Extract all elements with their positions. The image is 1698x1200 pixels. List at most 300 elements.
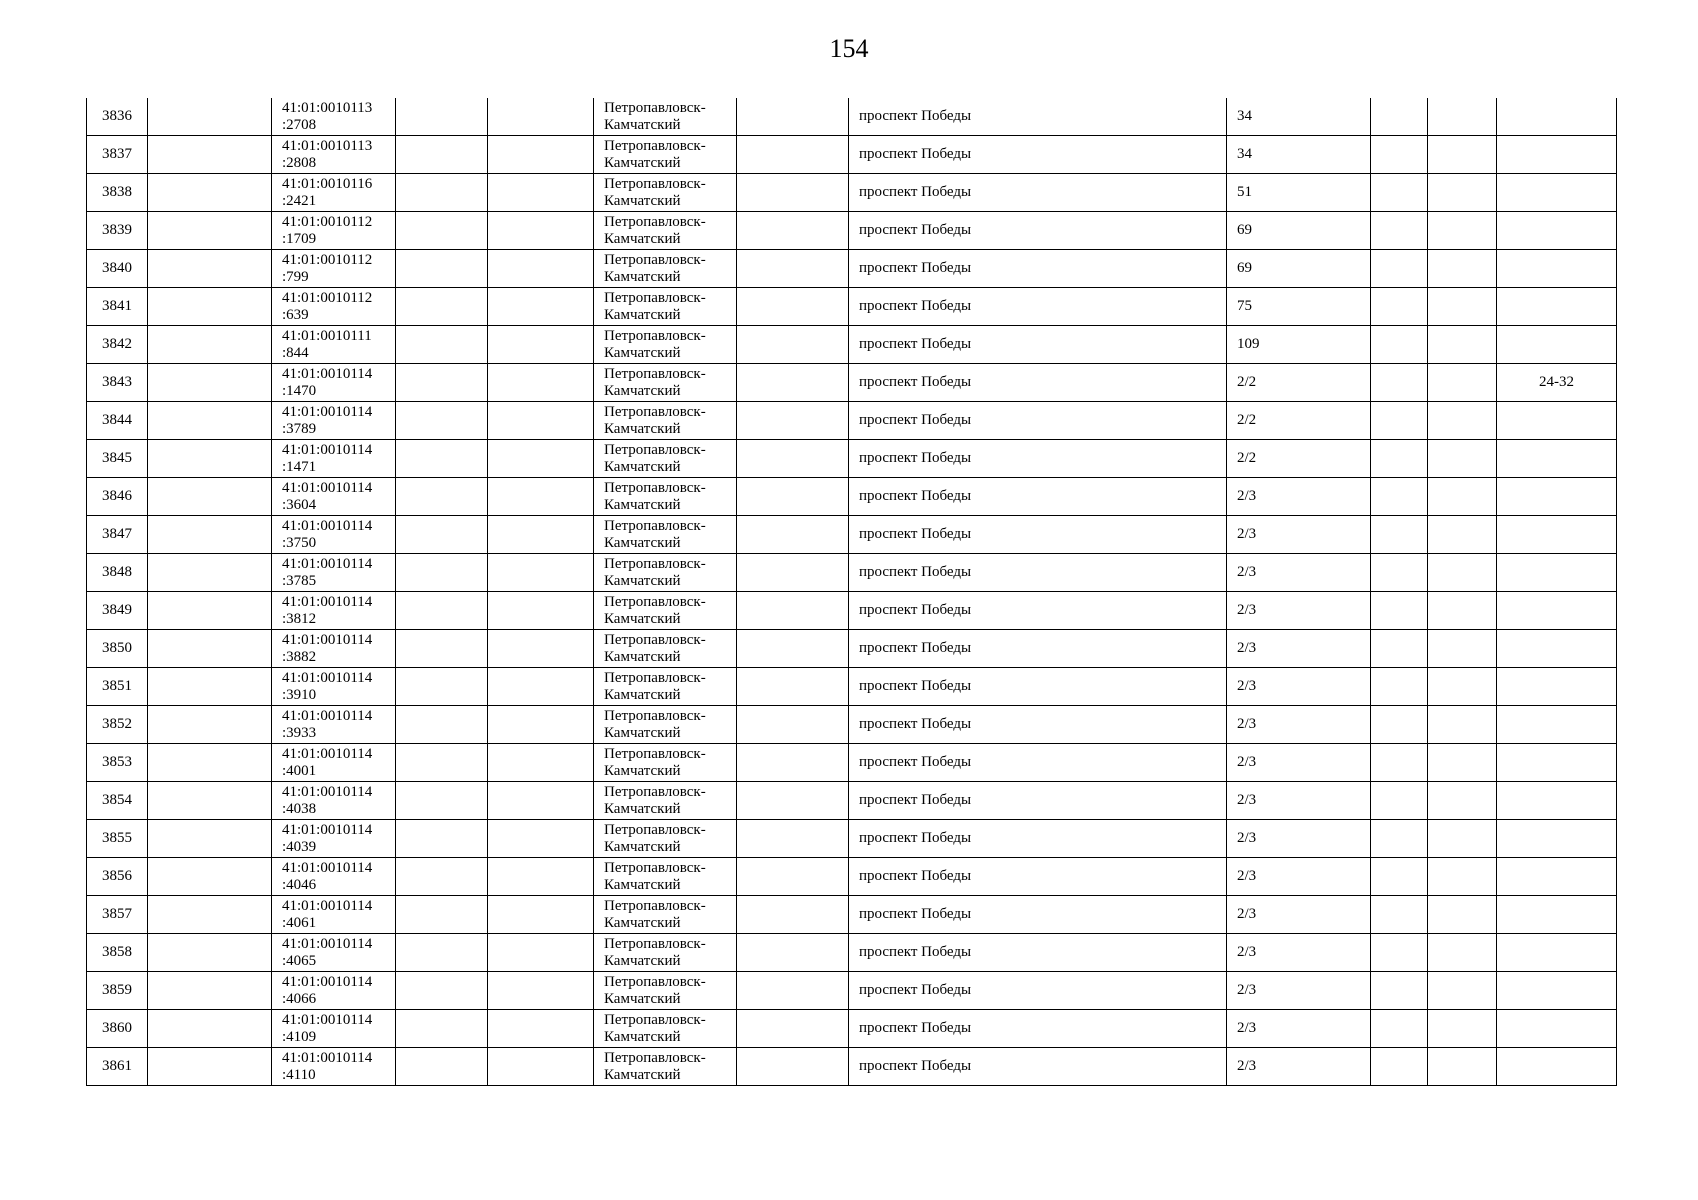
- street-cell: проспект Победы: [849, 858, 1227, 896]
- cadastral-number-cell: [272, 630, 396, 668]
- apartment-cell: [1497, 896, 1617, 934]
- city-cell: [594, 136, 737, 174]
- city-line1: Петропавловск-: [604, 175, 706, 192]
- empty-cell: [737, 440, 849, 478]
- city-line2: Камчатский: [604, 230, 681, 247]
- cadastral-number-part2: :1471: [282, 458, 317, 475]
- table-row: [87, 896, 1617, 934]
- empty-cell: [396, 1010, 488, 1048]
- empty-cell: [148, 1048, 272, 1086]
- cadastral-number-part2: :2421: [282, 192, 317, 209]
- house-number-cell: 2/3: [1227, 1010, 1371, 1048]
- apartment-cell: [1497, 630, 1617, 668]
- empty-cell: [396, 478, 488, 516]
- cadastral-number-cell: [272, 972, 396, 1010]
- cadastral-number-part2: :799: [282, 268, 309, 285]
- house-number-cell: 34: [1227, 98, 1371, 136]
- street-cell: проспект Победы: [849, 1048, 1227, 1086]
- cadastral-number-part1: 41:01:0010114: [282, 517, 373, 534]
- empty-cell: [1428, 212, 1497, 250]
- empty-cell: [1371, 250, 1428, 288]
- city-line1: Петропавловск-: [604, 517, 706, 534]
- empty-cell: [1371, 896, 1428, 934]
- apartment-cell: [1497, 782, 1617, 820]
- city-line2: Камчатский: [604, 686, 681, 703]
- cadastral-number-part2: :3882: [282, 648, 317, 665]
- empty-cell: [488, 250, 594, 288]
- table-row: [87, 782, 1617, 820]
- row-number-cell: 3843: [87, 364, 148, 402]
- house-number-cell: 2/3: [1227, 934, 1371, 972]
- table-row: [87, 972, 1617, 1010]
- empty-cell: [1428, 98, 1497, 136]
- house-number-cell: 2/3: [1227, 554, 1371, 592]
- empty-cell: [396, 250, 488, 288]
- city-line2: Камчатский: [604, 648, 681, 665]
- empty-cell: [148, 516, 272, 554]
- cadastral-number-cell: [272, 478, 396, 516]
- apartment-cell: [1497, 744, 1617, 782]
- empty-cell: [1428, 250, 1497, 288]
- empty-cell: [396, 212, 488, 250]
- city-cell: [594, 896, 737, 934]
- cadastral-number-part2: :3785: [282, 572, 317, 589]
- street-cell: проспект Победы: [849, 592, 1227, 630]
- cadastral-number-part1: 41:01:0010114: [282, 1049, 373, 1066]
- empty-cell: [1428, 1010, 1497, 1048]
- empty-cell: [148, 744, 272, 782]
- apartment-cell: [1497, 592, 1617, 630]
- cadastral-number-part2: :4110: [282, 1066, 316, 1083]
- empty-cell: [396, 98, 488, 136]
- street-cell: проспект Победы: [849, 934, 1227, 972]
- city-line1: Петропавловск-: [604, 99, 706, 116]
- empty-cell: [396, 782, 488, 820]
- empty-cell: [1428, 288, 1497, 326]
- house-number-cell: 109: [1227, 326, 1371, 364]
- empty-cell: [1371, 706, 1428, 744]
- street-cell: проспект Победы: [849, 98, 1227, 136]
- cadastral-number-part2: :639: [282, 306, 309, 323]
- house-number-cell: 2/3: [1227, 706, 1371, 744]
- empty-cell: [737, 98, 849, 136]
- city-line2: Камчатский: [604, 268, 681, 285]
- apartment-cell: [1497, 554, 1617, 592]
- table-row: [87, 402, 1617, 440]
- cadastral-number-part1: 41:01:0010114: [282, 859, 373, 876]
- cadastral-number-cell: [272, 858, 396, 896]
- house-number-cell: 51: [1227, 174, 1371, 212]
- city-line2: Камчатский: [604, 420, 681, 437]
- row-number-cell: 3857: [87, 896, 148, 934]
- empty-cell: [1428, 402, 1497, 440]
- empty-cell: [1371, 630, 1428, 668]
- cadastral-number-part2: :4039: [282, 838, 317, 855]
- city-line1: Петропавловск-: [604, 897, 706, 914]
- city-line2: Камчатский: [604, 382, 681, 399]
- empty-cell: [488, 668, 594, 706]
- row-number-cell: 3839: [87, 212, 148, 250]
- table-row: [87, 858, 1617, 896]
- table-body: [87, 98, 1617, 1086]
- city-cell: [594, 820, 737, 858]
- cadastral-number-part2: :4109: [282, 1028, 317, 1045]
- row-number-cell: 3853: [87, 744, 148, 782]
- empty-cell: [148, 554, 272, 592]
- empty-cell: [1371, 554, 1428, 592]
- empty-cell: [396, 896, 488, 934]
- empty-cell: [488, 288, 594, 326]
- cadastral-number-cell: [272, 326, 396, 364]
- cadastral-number-part2: :4038: [282, 800, 317, 817]
- cadastral-number-cell: [272, 136, 396, 174]
- apartment-cell: [1497, 478, 1617, 516]
- empty-cell: [148, 972, 272, 1010]
- city-line1: Петропавловск-: [604, 821, 706, 838]
- house-number-cell: 2/3: [1227, 478, 1371, 516]
- city-cell: [594, 250, 737, 288]
- city-cell: [594, 516, 737, 554]
- city-cell: [594, 706, 737, 744]
- empty-cell: [396, 592, 488, 630]
- row-number-cell: 3859: [87, 972, 148, 1010]
- empty-cell: [488, 516, 594, 554]
- house-number-cell: 2/2: [1227, 402, 1371, 440]
- city-line1: Петропавловск-: [604, 707, 706, 724]
- empty-cell: [488, 858, 594, 896]
- empty-cell: [488, 782, 594, 820]
- empty-cell: [737, 820, 849, 858]
- empty-cell: [1371, 212, 1428, 250]
- cadastral-number-part2: :844: [282, 344, 309, 361]
- street-cell: проспект Победы: [849, 212, 1227, 250]
- empty-cell: [737, 782, 849, 820]
- empty-cell: [396, 858, 488, 896]
- empty-cell: [1428, 1048, 1497, 1086]
- apartment-cell: [1497, 1048, 1617, 1086]
- empty-cell: [148, 478, 272, 516]
- empty-cell: [1428, 858, 1497, 896]
- street-cell: проспект Победы: [849, 744, 1227, 782]
- empty-cell: [737, 516, 849, 554]
- city-cell: [594, 630, 737, 668]
- empty-cell: [148, 288, 272, 326]
- table-row: [87, 326, 1617, 364]
- empty-cell: [488, 402, 594, 440]
- cadastral-number-cell: [272, 934, 396, 972]
- empty-cell: [737, 212, 849, 250]
- row-number-cell: 3846: [87, 478, 148, 516]
- city-line2: Камчатский: [604, 762, 681, 779]
- house-number-cell: 2/2: [1227, 364, 1371, 402]
- empty-cell: [396, 440, 488, 478]
- apartment-cell: [1497, 136, 1617, 174]
- cadastral-number-cell: [272, 212, 396, 250]
- empty-cell: [737, 136, 849, 174]
- empty-cell: [1428, 364, 1497, 402]
- house-number-cell: 2/3: [1227, 820, 1371, 858]
- row-number-cell: 3860: [87, 1010, 148, 1048]
- city-line2: Камчатский: [604, 458, 681, 475]
- street-cell: проспект Победы: [849, 478, 1227, 516]
- city-cell: [594, 972, 737, 1010]
- empty-cell: [1428, 896, 1497, 934]
- street-cell: проспект Победы: [849, 288, 1227, 326]
- city-line1: Петропавловск-: [604, 479, 706, 496]
- city-line2: Камчатский: [604, 572, 681, 589]
- table-row: [87, 98, 1617, 136]
- city-line1: Петропавловск-: [604, 859, 706, 876]
- empty-cell: [1428, 440, 1497, 478]
- cadastral-number-part2: :3910: [282, 686, 317, 703]
- city-line1: Петропавловск-: [604, 783, 706, 800]
- apartment-cell: [1497, 1010, 1617, 1048]
- city-line1: Петропавловск-: [604, 251, 706, 268]
- empty-cell: [737, 972, 849, 1010]
- empty-cell: [1428, 820, 1497, 858]
- empty-cell: [737, 1048, 849, 1086]
- row-number-cell: 3851: [87, 668, 148, 706]
- empty-cell: [1371, 136, 1428, 174]
- empty-cell: [488, 1048, 594, 1086]
- empty-cell: [396, 402, 488, 440]
- empty-cell: [1428, 934, 1497, 972]
- cadastral-number-part1: 41:01:0010116: [282, 175, 373, 192]
- apartment-cell: [1497, 668, 1617, 706]
- city-line2: Камчатский: [604, 724, 681, 741]
- empty-cell: [396, 630, 488, 668]
- empty-cell: [737, 668, 849, 706]
- cadastral-number-cell: [272, 820, 396, 858]
- apartment-cell: [1497, 858, 1617, 896]
- city-line2: Камчатский: [604, 1028, 681, 1045]
- empty-cell: [488, 1010, 594, 1048]
- apartment-cell: [1497, 972, 1617, 1010]
- row-number-cell: 3845: [87, 440, 148, 478]
- city-cell: [594, 326, 737, 364]
- empty-cell: [1428, 136, 1497, 174]
- house-number-cell: 75: [1227, 288, 1371, 326]
- empty-cell: [396, 516, 488, 554]
- table-row: [87, 706, 1617, 744]
- city-cell: [594, 288, 737, 326]
- row-number-cell: 3849: [87, 592, 148, 630]
- row-number-cell: 3852: [87, 706, 148, 744]
- empty-cell: [148, 440, 272, 478]
- empty-cell: [396, 136, 488, 174]
- table-row: [87, 288, 1617, 326]
- empty-cell: [148, 250, 272, 288]
- empty-cell: [1371, 288, 1428, 326]
- cadastral-number-part2: :3750: [282, 534, 317, 551]
- cadastral-number-part2: :3789: [282, 420, 317, 437]
- street-cell: проспект Победы: [849, 174, 1227, 212]
- empty-cell: [148, 326, 272, 364]
- house-number-cell: 2/2: [1227, 440, 1371, 478]
- cadastral-number-part1: 41:01:0010114: [282, 403, 373, 420]
- cadastral-number-cell: [272, 706, 396, 744]
- apartment-cell: [1497, 174, 1617, 212]
- table-row: [87, 668, 1617, 706]
- table-row: [87, 136, 1617, 174]
- cadastral-number-part2: :4065: [282, 952, 317, 969]
- cadastral-number-cell: [272, 250, 396, 288]
- city-cell: [594, 592, 737, 630]
- cadastral-number-cell: [272, 782, 396, 820]
- table-row: [87, 516, 1617, 554]
- empty-cell: [148, 630, 272, 668]
- apartment-cell: [1497, 516, 1617, 554]
- empty-cell: [396, 668, 488, 706]
- cadastral-number-cell: [272, 896, 396, 934]
- page-number: 154: [829, 34, 869, 63]
- cadastral-number-part1: 41:01:0010114: [282, 1011, 373, 1028]
- empty-cell: [148, 1010, 272, 1048]
- city-line2: Камчатский: [604, 990, 681, 1007]
- empty-cell: [737, 1010, 849, 1048]
- table-row: [87, 1010, 1617, 1048]
- empty-cell: [737, 896, 849, 934]
- empty-cell: [737, 326, 849, 364]
- empty-cell: [396, 174, 488, 212]
- cadastral-number-cell: [272, 1010, 396, 1048]
- house-number-cell: 34: [1227, 136, 1371, 174]
- cadastral-number-part1: 41:01:0010114: [282, 479, 373, 496]
- cadastral-number-part2: :2808: [282, 154, 317, 171]
- row-number-cell: 3855: [87, 820, 148, 858]
- empty-cell: [488, 706, 594, 744]
- cadastral-number-part1: 41:01:0010114: [282, 935, 373, 952]
- street-cell: проспект Победы: [849, 972, 1227, 1010]
- cadastral-number-part2: :4066: [282, 990, 317, 1007]
- apartment-cell: [1497, 402, 1617, 440]
- city-line2: Камчатский: [604, 344, 681, 361]
- city-line1: Петропавловск-: [604, 1011, 706, 1028]
- city-cell: [594, 440, 737, 478]
- cadastral-number-part2: :3604: [282, 496, 317, 513]
- city-cell: [594, 1010, 737, 1048]
- city-line2: Камчатский: [604, 306, 681, 323]
- empty-cell: [148, 402, 272, 440]
- empty-cell: [1428, 972, 1497, 1010]
- row-number-cell: 3854: [87, 782, 148, 820]
- apartment-cell: [1497, 706, 1617, 744]
- cadastral-number-cell: [272, 174, 396, 212]
- city-cell: [594, 174, 737, 212]
- cadastral-number-part1: 41:01:0010114: [282, 631, 373, 648]
- table-row: [87, 440, 1617, 478]
- empty-cell: [1428, 516, 1497, 554]
- empty-cell: [1371, 1048, 1428, 1086]
- address-registry-table: [86, 98, 1617, 1086]
- row-number-cell: 3858: [87, 934, 148, 972]
- empty-cell: [1428, 782, 1497, 820]
- cadastral-number-cell: [272, 288, 396, 326]
- cadastral-number-cell: [272, 440, 396, 478]
- cadastral-number-part2: :4001: [282, 762, 317, 779]
- city-line1: Петропавловск-: [604, 669, 706, 686]
- table-row: [87, 212, 1617, 250]
- cadastral-number-part1: 41:01:0010114: [282, 593, 373, 610]
- table-row: [87, 478, 1617, 516]
- row-number-cell: 3856: [87, 858, 148, 896]
- cadastral-number-cell: [272, 744, 396, 782]
- house-number-cell: 2/3: [1227, 592, 1371, 630]
- house-number-cell: 2/3: [1227, 858, 1371, 896]
- table-row: [87, 592, 1617, 630]
- row-number-cell: 3841: [87, 288, 148, 326]
- empty-cell: [737, 744, 849, 782]
- street-cell: проспект Победы: [849, 896, 1227, 934]
- cadastral-number-part1: 41:01:0010114: [282, 365, 373, 382]
- table-row: [87, 1048, 1617, 1086]
- empty-cell: [396, 706, 488, 744]
- city-line1: Петропавловск-: [604, 289, 706, 306]
- city-line1: Петропавловск-: [604, 137, 706, 154]
- empty-cell: [396, 288, 488, 326]
- city-cell: [594, 858, 737, 896]
- empty-cell: [1371, 858, 1428, 896]
- city-line1: Петропавловск-: [604, 365, 706, 382]
- empty-cell: [1371, 592, 1428, 630]
- house-number-cell: 2/3: [1227, 1048, 1371, 1086]
- empty-cell: [737, 592, 849, 630]
- empty-cell: [737, 858, 849, 896]
- city-line2: Камчатский: [604, 800, 681, 817]
- city-cell: [594, 98, 737, 136]
- cadastral-number-part2: :3812: [282, 610, 317, 627]
- empty-cell: [148, 136, 272, 174]
- city-line1: Петропавловск-: [604, 745, 706, 762]
- cadastral-number-part1: 41:01:0010114: [282, 821, 373, 838]
- city-line1: Петропавловск-: [604, 973, 706, 990]
- empty-cell: [1371, 174, 1428, 212]
- city-line1: Петропавловск-: [604, 327, 706, 344]
- apartment-cell: [1497, 440, 1617, 478]
- empty-cell: [1371, 326, 1428, 364]
- empty-cell: [1371, 516, 1428, 554]
- house-number-cell: 2/3: [1227, 896, 1371, 934]
- empty-cell: [1428, 326, 1497, 364]
- empty-cell: [148, 98, 272, 136]
- empty-cell: [396, 934, 488, 972]
- city-line2: Камчатский: [604, 876, 681, 893]
- street-cell: проспект Победы: [849, 706, 1227, 744]
- empty-cell: [148, 212, 272, 250]
- empty-cell: [737, 364, 849, 402]
- city-cell: [594, 364, 737, 402]
- cadastral-number-part1: 41:01:0010114: [282, 973, 373, 990]
- cadastral-number-cell: [272, 592, 396, 630]
- empty-cell: [737, 402, 849, 440]
- empty-cell: [488, 98, 594, 136]
- row-number-cell: 3844: [87, 402, 148, 440]
- table-row: [87, 820, 1617, 858]
- empty-cell: [737, 934, 849, 972]
- empty-cell: [737, 288, 849, 326]
- apartment-cell: [1497, 250, 1617, 288]
- empty-cell: [1371, 402, 1428, 440]
- street-cell: проспект Победы: [849, 782, 1227, 820]
- city-line2: Камчатский: [604, 610, 681, 627]
- empty-cell: [488, 554, 594, 592]
- cadastral-number-part1: 41:01:0010114: [282, 707, 373, 724]
- empty-cell: [1371, 364, 1428, 402]
- apartment-cell: [1497, 288, 1617, 326]
- empty-cell: [737, 706, 849, 744]
- empty-cell: [1428, 478, 1497, 516]
- cadastral-number-part1: 41:01:0010114: [282, 669, 373, 686]
